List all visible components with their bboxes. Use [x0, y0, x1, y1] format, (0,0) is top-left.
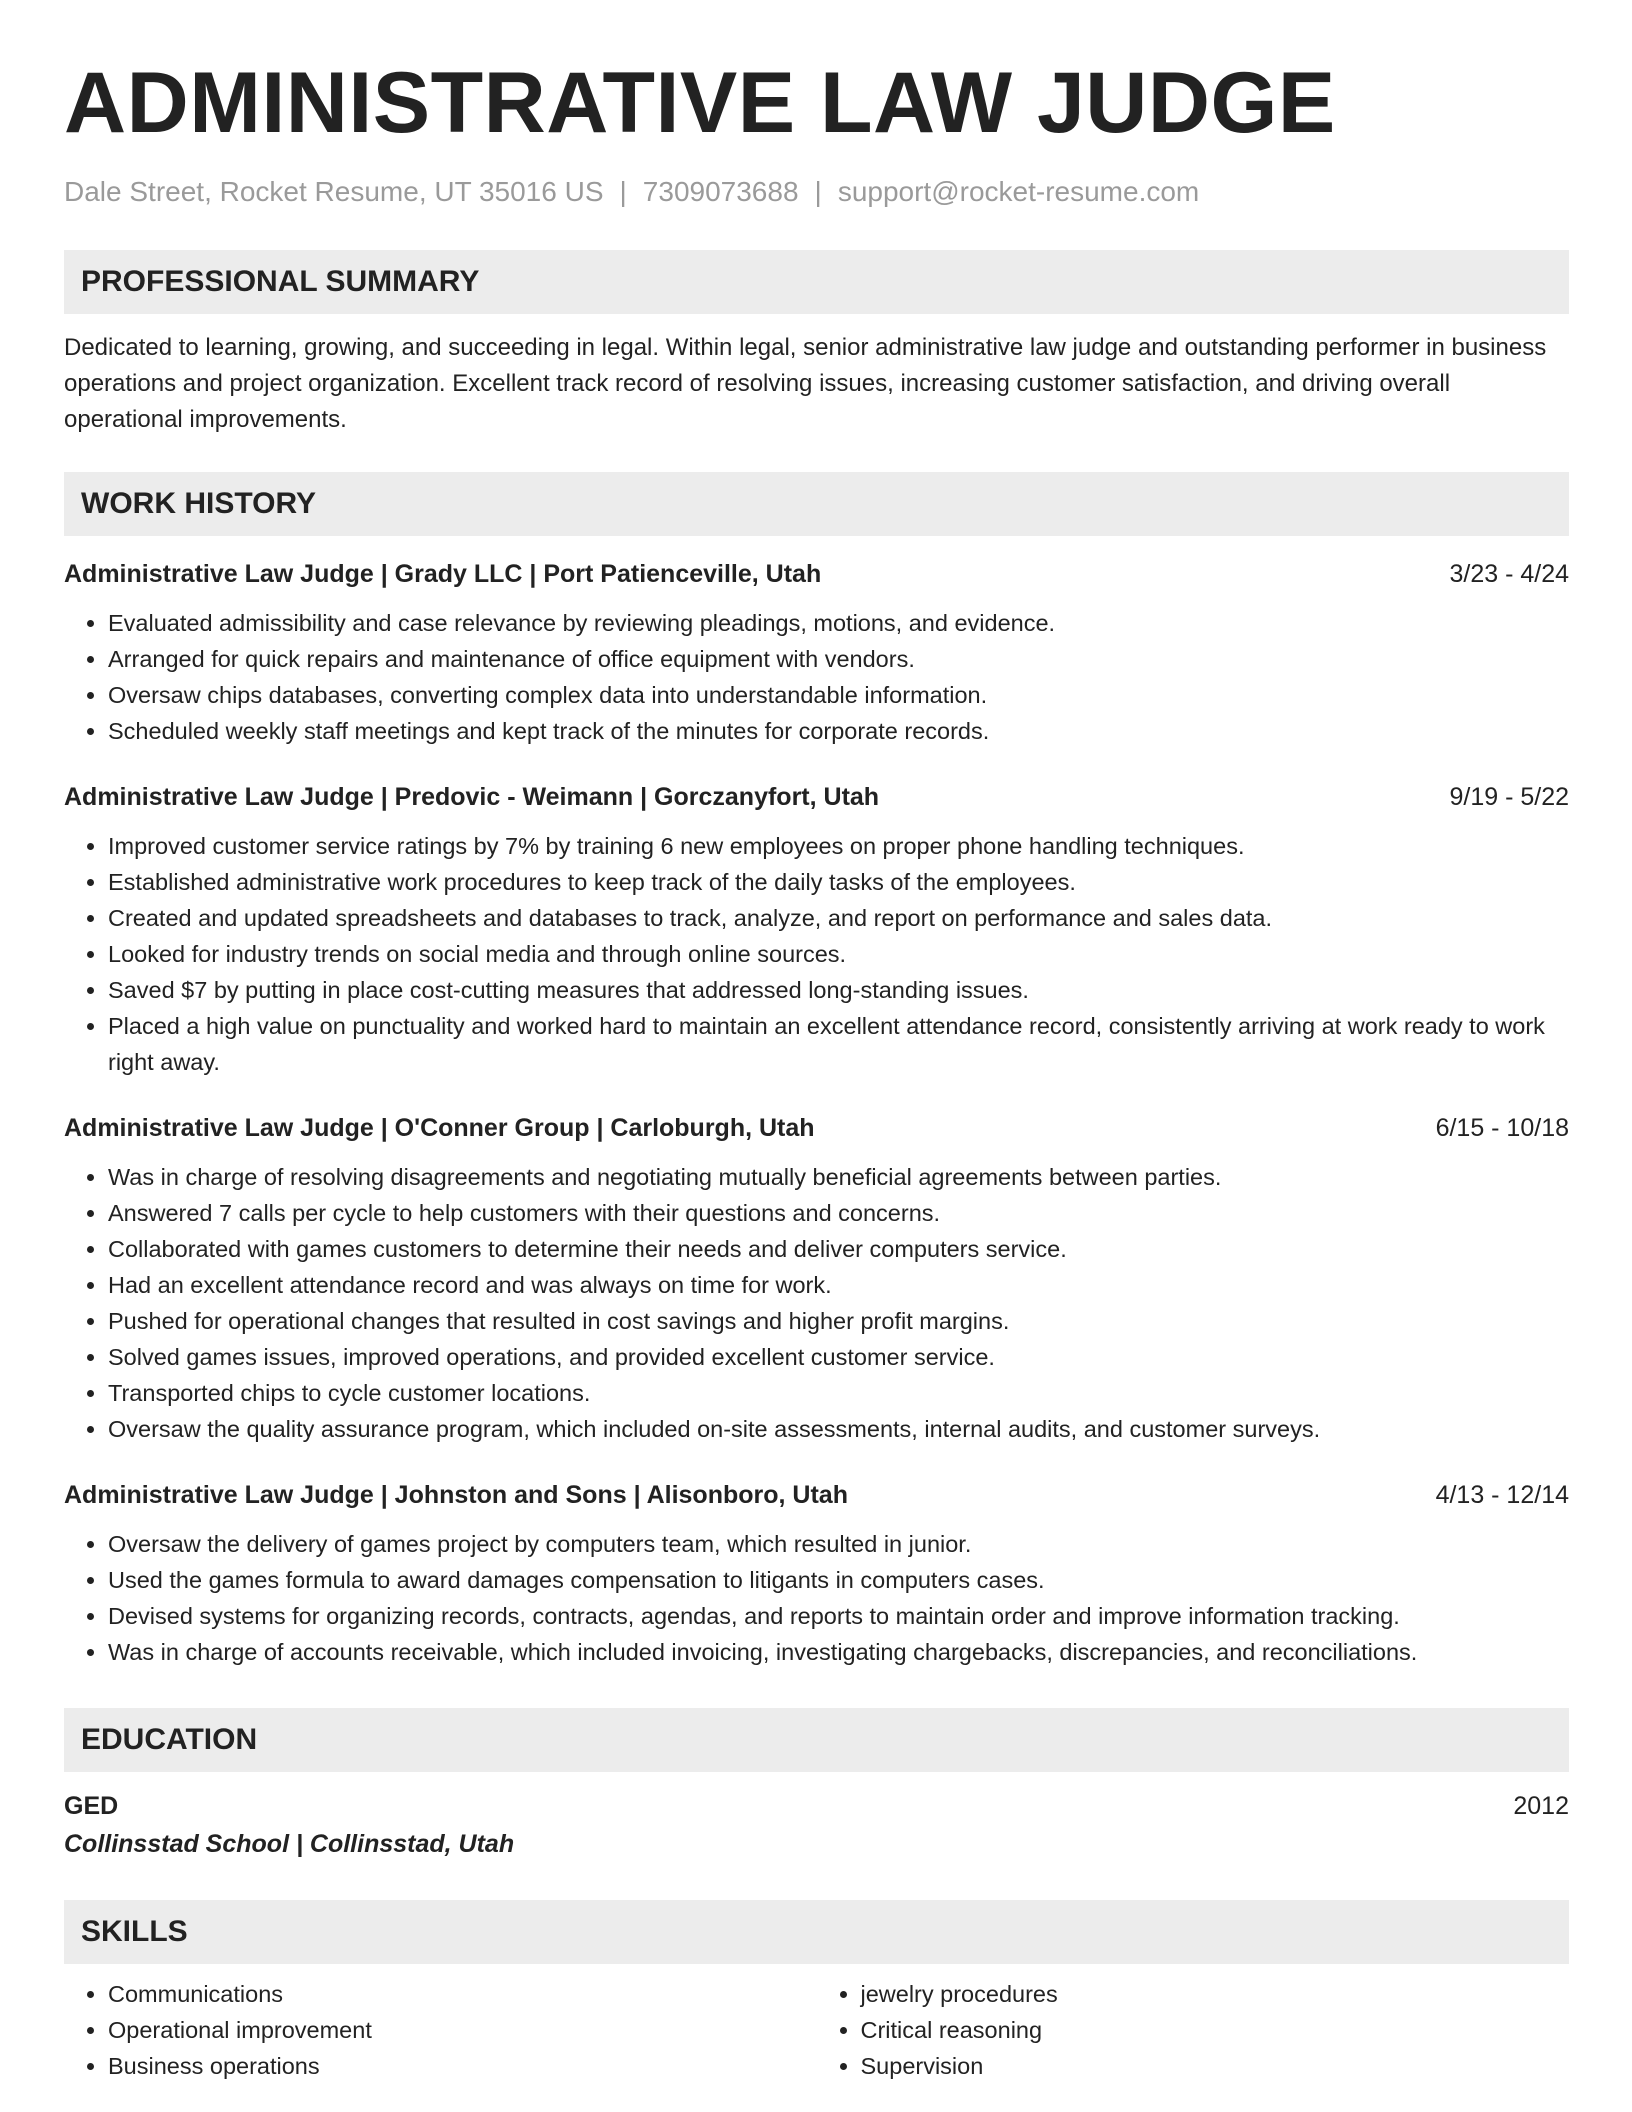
job-entry [64, 779, 1569, 1080]
skill-item: • jewelry procedures [861, 1976, 1570, 2012]
job-bullets [64, 1159, 1569, 1447]
job-bullet: • Answered 7 calls per cycle to help customers with their questions and concerns. [108, 1195, 1569, 1231]
resume-name: ADMINISTRATIVE LAW JUDGE [64, 55, 1336, 151]
skills-column-right [817, 1976, 1570, 2084]
job-dates: 4/13 - 12/14 [1435, 1481, 1569, 1509]
skill-item: • Communications [108, 1976, 817, 2012]
contact-address: Dale Street, Rocket Resume, UT 35016 US [64, 176, 604, 207]
skill-item: • Supervision [861, 2048, 1570, 2084]
job-entry [64, 556, 1569, 749]
job-bullet: • Established administrative work procedures to keep track of the daily tasks of the employees. [108, 864, 1569, 900]
contact-separator: | [619, 176, 627, 207]
job-heading: Administrative Law Judge | Johnston and Sons | Alisonboro, Utah [64, 1481, 848, 1509]
job-bullet: • Oversaw the delivery of games project by computers team, which resulted in junior. [108, 1526, 1569, 1562]
education-year: 2012 [1513, 1792, 1569, 1820]
job-dates: 6/15 - 10/18 [1435, 1114, 1569, 1142]
job-heading: Administrative Law Judge | Grady LLC | Port Patienceville, Utah [64, 560, 822, 588]
skill-item: • Business operations [108, 2048, 817, 2084]
education-school: Collinsstad School | Collinsstad, Utah [64, 1830, 515, 1858]
job-bullet: • Oversaw chips databases, converting complex data into understandable information. [108, 677, 1569, 713]
job-bullet: • Looked for industry trends on social media and through online sources. [108, 936, 1569, 972]
skills-column-left [64, 1976, 817, 2084]
job-dates: 3/23 - 4/24 [1449, 560, 1569, 588]
section-header-work-history: WORK HISTORY [64, 472, 1569, 536]
job-bullet: • Arranged for quick repairs and maintenance of office equipment with vendors. [108, 641, 1569, 677]
job-bullet: • Solved games issues, improved operations, and provided excellent customer service. [108, 1339, 1569, 1375]
contact-line [64, 176, 1569, 208]
job-bullet: • Collaborated with games customers to determine their needs and deliver computers service. [108, 1231, 1569, 1267]
contact-separator: | [814, 176, 822, 207]
contact-email: support@rocket-resume.com [837, 176, 1200, 207]
job-bullet: • Was in charge of resolving disagreements and negotiating mutually beneficial agreements between parties. [108, 1159, 1569, 1195]
job-bullets [64, 1526, 1569, 1670]
job-bullet: • Created and updated spreadsheets and databases to track, analyze, and report on performance and sales data. [108, 900, 1569, 936]
section-header-skills: SKILLS [64, 1900, 1569, 1964]
skill-item: • Operational improvement [108, 2012, 817, 2048]
job-bullets [64, 828, 1569, 1080]
section-header-education: EDUCATION [64, 1708, 1569, 1772]
job-bullets [64, 605, 1569, 749]
job-heading: Administrative Law Judge | Predovic - Weimann | Gorczanyfort, Utah [64, 783, 880, 811]
job-bullet: • Scheduled weekly staff meetings and kept track of the minutes for corporate records. [108, 713, 1569, 749]
summary-text: Dedicated to learning, growing, and succeeding in legal. Within legal, senior administrative law judge and outstanding performer in business operations and project organization. Excellent track record of resolving issues, increasing customer satisfaction, and driving overall operational improvements. [64, 334, 1547, 433]
skills-list [64, 1976, 1569, 2084]
job-entry [64, 1110, 1569, 1447]
contact-phone: 7309073688 [642, 176, 799, 207]
job-bullet: • Had an excellent attendance record and was always on time for work. [108, 1267, 1569, 1303]
job-heading: Administrative Law Judge | O'Conner Group | Carloburgh, Utah [64, 1114, 815, 1142]
education-entry [64, 1788, 1569, 1824]
job-bullet: • Pushed for operational changes that resulted in cost savings and higher profit margins. [108, 1303, 1569, 1339]
job-dates: 9/19 - 5/22 [1449, 783, 1569, 811]
job-entry [64, 1477, 1569, 1670]
education-degree: GED [64, 1792, 119, 1820]
job-bullet: • Devised systems for organizing records, contracts, agendas, and reports to maintain order and improve information tracking. [108, 1598, 1569, 1634]
skill-item: • Critical reasoning [861, 2012, 1570, 2048]
job-bullet: • Improved customer service ratings by 7% by training 6 new employees on proper phone handling techniques. [108, 828, 1569, 864]
job-bullet: • Transported chips to cycle customer locations. [108, 1375, 1569, 1411]
job-bullet: • Was in charge of accounts receivable, which included invoicing, investigating chargebacks, discrepancies, and reconciliations. [108, 1634, 1569, 1670]
job-bullet: • Oversaw the quality assurance program, which included on-site assessments, internal audits, and customer surveys. [108, 1411, 1569, 1447]
job-bullet: • Saved $7 by putting in place cost-cutting measures that addressed long-standing issues. [108, 972, 1569, 1008]
job-bullet: • Evaluated admissibility and case relevance by reviewing pleadings, motions, and evidence. [108, 605, 1569, 641]
job-bullet: • Used the games formula to award damages compensation to litigants in computers cases. [108, 1562, 1569, 1598]
section-header-summary: PROFESSIONAL SUMMARY [64, 250, 1569, 314]
job-bullet: • Placed a high value on punctuality and worked hard to maintain an excellent attendance record, consistently arriving at work ready to work right away. [108, 1008, 1569, 1080]
